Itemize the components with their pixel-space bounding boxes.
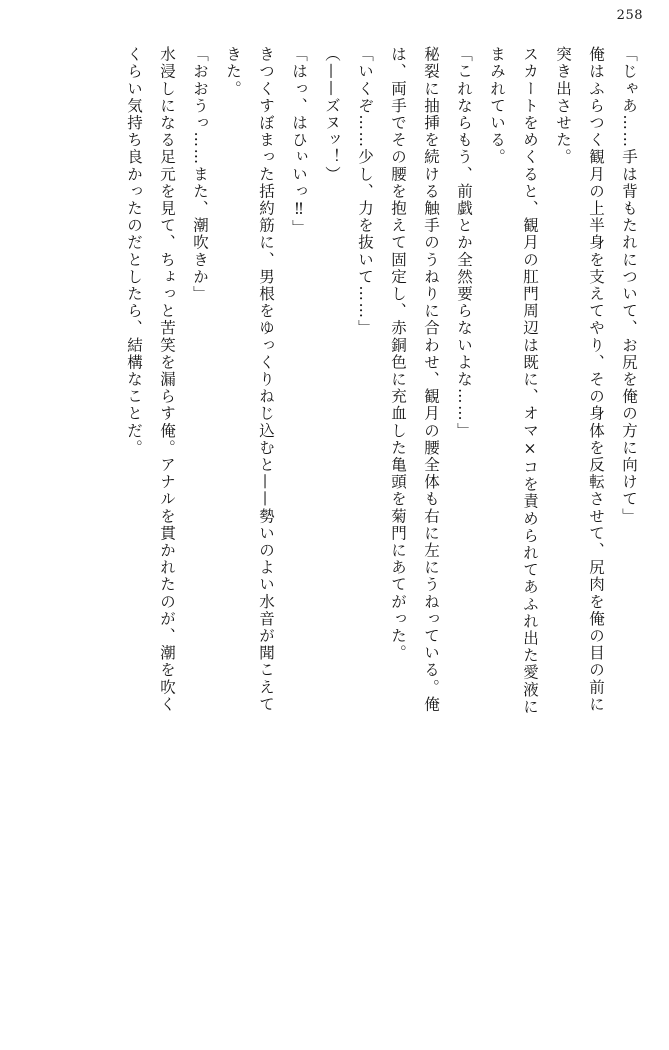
- text-column: 「これならもう、前戯とか全然要らないよな……」: [455, 46, 473, 440]
- text-column: きつくすぼまった括約筋に、男根をゆっくりねじ込むと——勢いのよい水音が聞こえて: [257, 46, 275, 713]
- text-column: くらい気持ち良かったのだとしたら、結構なことだ。: [125, 46, 143, 457]
- text-column: きた。: [224, 46, 242, 98]
- text-column: 「いくぞ……少し、力を抜いて……」: [356, 46, 374, 337]
- page-number: 258: [616, 8, 643, 23]
- vertical-text-body: [24, 46, 645, 1022]
- text-column: スカートをめくると、観月の肛門周辺は既に、オマ×コを責められてあふれ出た愛液に: [521, 46, 539, 716]
- text-column: 秘裂に抽挿を続ける触手のうねりに合わせ、観月の腰全体も右に左にうねっている。俺: [422, 46, 440, 713]
- text-column: まみれている。: [488, 46, 506, 166]
- text-column: 俺はふらつく観月の上半身を支えてやり、その身体を反転させて、尻肉を俺の目の前に: [587, 46, 605, 713]
- text-column: 突き出させた。: [554, 46, 572, 166]
- text-column: は、両手でその腰を抱えて固定し、赤銅色に充血した亀頭を菊門にあてがった。: [389, 46, 407, 662]
- text-column: 「はっ、はひぃいっ‼」: [290, 46, 308, 237]
- text-column: 「おおうっ……また、潮吹きか」: [191, 46, 209, 303]
- text-column: （——ズヌッ！）: [323, 46, 341, 183]
- text-column: 水浸しになる足元を見て、ちょっと苦笑を漏らす俺。アナルを貫かれたのが、潮を吹く: [158, 46, 176, 713]
- text-column: 「じゃあ……手は背もたれについて、お尻を俺の方に向けて」: [620, 46, 638, 525]
